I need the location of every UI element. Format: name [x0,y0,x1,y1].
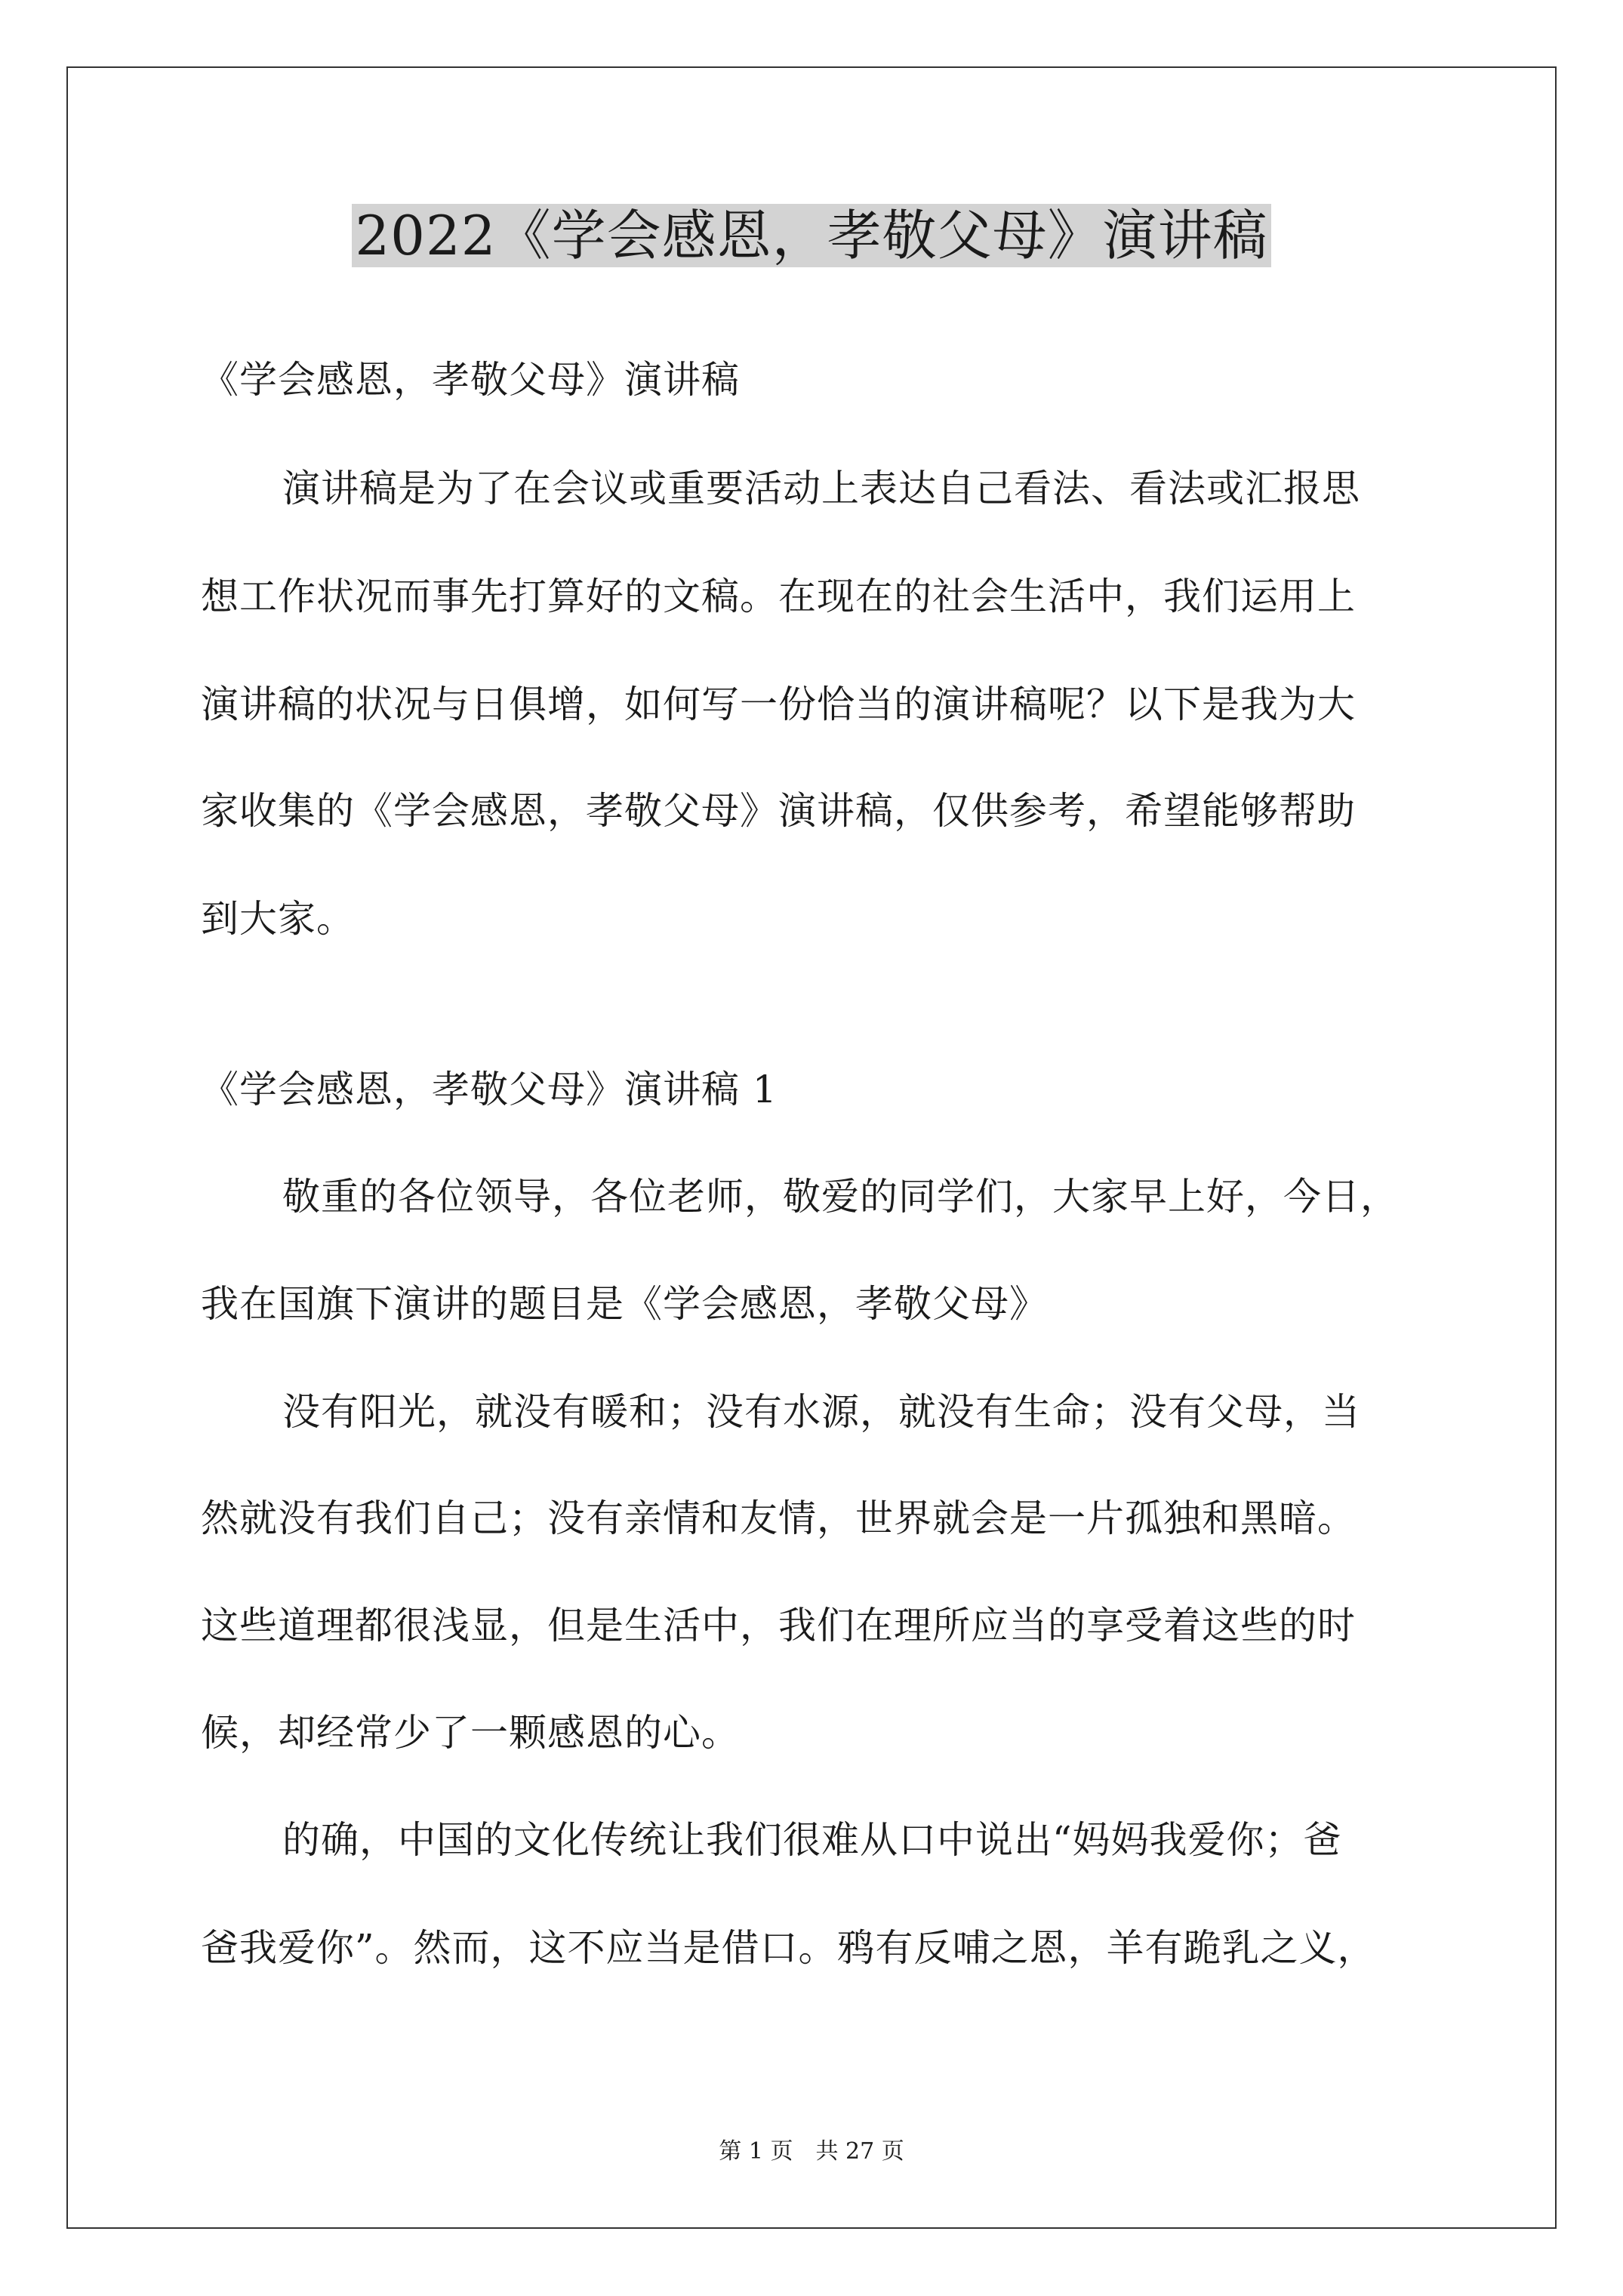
intro-line-4: 家收集的《学会感恩，孝敬父母》演讲稿，仅供参考，希望能够帮助 [201,789,1356,833]
intro-line-5: 到大家。 [201,897,355,941]
document-title [0,198,1623,273]
body-line-5: 这些道理都很浅显，但是生活中，我们在理所应当的享受着这些的时 [201,1604,1356,1647]
body-line-4: 然就没有我们自己；没有亲情和友情，世界就会是一片孤独和黑暗。 [201,1496,1356,1540]
page-number: 第 1 页 共 27 页 [719,2138,904,2165]
document-title-text: 2022《学会感恩，孝敬父母》演讲稿 [352,204,1270,267]
document-subtitle: 《学会感恩，孝敬父母》演讲稿 [201,358,740,402]
section-heading: 《学会感恩，孝敬父母》演讲稿 1 [201,1068,778,1111]
body-line-6: 候，却经常少了一颗感恩的心。 [201,1711,740,1755]
body-line-7: 的确，中国的文化传统让我们很难从口中说出“妈妈我爱你；爸 [282,1818,1342,1862]
intro-line-1: 演讲稿是为了在会议或重要活动上表达自己看法、看法或汇报思 [282,467,1360,510]
body-line-3: 没有阳光，就没有暖和；没有水源，就没有生命；没有父母，当 [282,1390,1360,1434]
body-line-2: 我在国旗下演讲的题目是《学会感恩，孝敬父母》 [201,1282,1048,1326]
body-line-1: 敬重的各位领导，各位老师，敬爱的同学们，大家早上好，今日， [282,1175,1399,1219]
intro-line-2: 想工作状况而事先打算好的文稿。在现在的社会生活中，我们运用上 [201,575,1356,618]
intro-line-3: 演讲稿的状况与日俱增，如何写一份恰当的演讲稿呢？以下是我为大 [201,683,1356,726]
body-line-8: 爸我爱你”。然而，这不应当是借口。鸦有反哺之恩，羊有跪乳之义， [201,1926,1376,1970]
